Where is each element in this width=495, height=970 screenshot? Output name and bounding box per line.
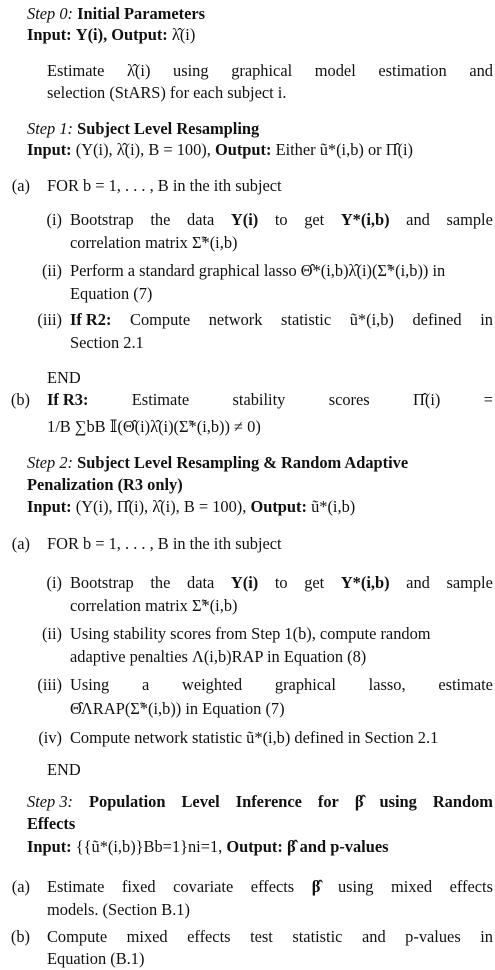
step3-input-value: {{ũ*(i,b)}Bb=1}ni=1, [75, 837, 223, 856]
step1-iii-label: (iii) [37, 310, 62, 329]
step2-iv-label: (iv) [38, 728, 62, 747]
step2-io [27, 496, 355, 518]
word: using [337, 877, 374, 896]
step2-a-label: (a) [11, 534, 30, 553]
step1-b-label: (b) [10, 390, 30, 409]
step3-a-line1 [47, 876, 493, 898]
word: ũ*(i,b) [349, 310, 394, 329]
word: Level [181, 792, 220, 811]
word: get [304, 210, 325, 229]
step1-i-line2: correlation matrix Σ̃*(i,b) [70, 233, 238, 252]
step1-output-value: Either ũ*(i,b) or Π̂(i) [275, 140, 414, 159]
step2-i-line2: correlation matrix Σ̃*(i,b) [70, 596, 238, 615]
word: β̂ [311, 877, 321, 896]
word: Inference [235, 792, 302, 811]
word: using [379, 792, 417, 811]
step2-iii-line2: Θ̂ΛRAP(Σ̃*(i,b)) in Equation (7) [70, 699, 285, 718]
step1-i-label: (i) [46, 210, 62, 229]
word: stability [232, 390, 286, 409]
step1-io [27, 139, 413, 161]
word: Using [70, 675, 110, 694]
step2-end: END [47, 760, 81, 779]
word: in [480, 310, 493, 329]
word: = [483, 390, 493, 409]
word: model [314, 61, 356, 80]
word: weighted [182, 675, 243, 694]
step0-title: Initial Parameters [77, 4, 205, 23]
step3-output-value: β̂ and p-values [286, 837, 389, 856]
word: in [480, 927, 493, 946]
step1-title: Subject Level Resampling [77, 119, 260, 138]
word: scores [328, 390, 370, 409]
word: statistic [281, 310, 332, 329]
step2-i-line1 [70, 572, 493, 594]
step1-input-value: (Y(i), λ̂(i), B = 100), [75, 140, 211, 159]
step2-ii-label: (ii) [41, 624, 62, 643]
step1-ii-label: (ii) [41, 261, 62, 280]
word: covariate [173, 877, 234, 896]
word: and [406, 573, 430, 592]
step0-heading [27, 3, 205, 25]
word: Estimate [47, 877, 105, 896]
word: estimation [378, 61, 447, 80]
word: mixed [391, 877, 433, 896]
step3-label: Step 3: [27, 792, 73, 811]
step2-iv-line1: Compute network statistic ũ*(i,b) defined in Section 2.1 [70, 728, 439, 747]
word: graphical [231, 61, 293, 80]
step2-ii-line1: Using stability scores from Step 1(b), compute random [70, 624, 431, 643]
word: Compute [130, 310, 191, 329]
word: and [469, 61, 493, 80]
word: sample [446, 573, 493, 592]
step1-a-text: FOR b = 1, . . . , B in the ith subject [47, 176, 282, 195]
step2-input-label: Input: [27, 497, 72, 516]
word: λ̂(i) [126, 61, 151, 80]
step2-title-line2: Penalization (R3 only) [27, 475, 183, 494]
word: Population [88, 792, 166, 811]
word: using [173, 61, 209, 80]
step1-ii-line2: Equation (7) [70, 284, 153, 303]
word: Y*(i,b) [340, 210, 390, 229]
word: get [304, 573, 325, 592]
word: effects [449, 877, 493, 896]
word: network [208, 310, 263, 329]
word: the [150, 573, 171, 592]
word: Π̂(i) [413, 390, 441, 409]
step3-input-label: Input: [27, 837, 72, 856]
word: Estimate [47, 61, 105, 80]
word: Y(i) [230, 573, 259, 592]
word: mixed [126, 927, 168, 946]
step1-heading [27, 118, 259, 140]
word: Bootstrap [70, 573, 134, 592]
word: and [406, 210, 430, 229]
step1-a-label: (a) [11, 176, 30, 195]
step0-io: Input: Y(i), Output: λ̂(i) [27, 25, 196, 44]
step1-end: END [47, 368, 81, 387]
step3-io [27, 836, 389, 858]
step2-label: Step 2: [27, 453, 73, 472]
step2-input-value: (Y(i), Π̂(i), λ̂(i), B = 100), [75, 497, 247, 516]
word: defined [412, 310, 462, 329]
word: If R3: [47, 390, 89, 409]
word: graphical [274, 675, 336, 694]
word: Y(i) [230, 210, 259, 229]
step1-i-line1 [70, 209, 493, 231]
step3-heading-line1 [27, 791, 493, 813]
word: statistic [292, 927, 343, 946]
word: Bootstrap [70, 210, 134, 229]
word: sample [446, 210, 493, 229]
step2-heading-line1 [27, 452, 408, 474]
step3-output-label: Output: [226, 837, 283, 856]
word: Compute [47, 927, 108, 946]
step0-input-label: Input: [27, 25, 72, 44]
step3-a-line2: models. (Section B.1) [47, 900, 190, 919]
word: lasso, [368, 675, 406, 694]
step0-label: Step 0: [27, 4, 73, 23]
word: effects [187, 927, 231, 946]
step0-output-value: λ̂(i) [171, 25, 196, 44]
step3-title-line2: Effects [27, 814, 76, 833]
word: Random [432, 792, 493, 811]
word: and [361, 927, 386, 946]
word: to [274, 573, 288, 592]
word: test [250, 927, 273, 946]
step2-output-label: Output: [250, 497, 307, 516]
step1-b-line1 [47, 389, 493, 411]
step0-output-label: Output: [111, 25, 168, 44]
step2-i-label: (i) [46, 573, 62, 592]
word: Y*(i,b) [340, 573, 390, 592]
step1-b-line2: 1/B ∑bB 𝕀(Θ̂(i)λ̂(i)(Σ̃*(i,b)) ≠ 0) [47, 417, 261, 436]
step0-desc-line1 [47, 60, 493, 82]
step3-b-label: (b) [10, 927, 30, 946]
step1-label: Step 1: [27, 119, 73, 138]
step2-iii-line1 [70, 674, 493, 696]
step0-input-value: Y(i) [75, 25, 104, 44]
step1-output-label: Output: [214, 140, 272, 159]
word: p-values [405, 927, 461, 946]
step1-iii-line2: Section 2.1 [70, 333, 144, 352]
step1-ii-line1: Perform a standard graphical lasso Θ̂*(i,b)λ̂(i)(Σ̃*(i,b)) in [70, 261, 446, 280]
step1-input-label: Input: [27, 140, 72, 159]
step2-title-line1: Subject Level Resampling & Random Adaptive [77, 453, 409, 472]
word: Estimate [131, 390, 190, 409]
word: effects [250, 877, 295, 896]
step2-a-text: FOR b = 1, . . . , B in the ith subject [47, 534, 282, 553]
step2-iii-label: (iii) [37, 675, 62, 694]
word: fixed [121, 877, 156, 896]
word: for [317, 792, 339, 811]
word: to [274, 210, 288, 229]
step0-desc-line2: selection (StARS) for each subject i. [47, 83, 287, 102]
step3-b-line1 [47, 926, 493, 948]
word: the [150, 210, 171, 229]
step2-ii-line2: adaptive penalties Λ(i,b)RAP in Equation (8) [70, 647, 367, 666]
word: data [187, 573, 215, 592]
step1-iii-line1 [70, 309, 493, 331]
word: If R2: [70, 310, 112, 329]
word: data [187, 210, 215, 229]
word: a [141, 675, 150, 694]
step3-a-label: (a) [11, 877, 30, 896]
step3-b-line2: Equation (B.1) [47, 949, 145, 968]
step2-output-value: ũ*(i,b) [311, 497, 356, 516]
word: β̂ [354, 792, 364, 811]
word: estimate [438, 675, 493, 694]
